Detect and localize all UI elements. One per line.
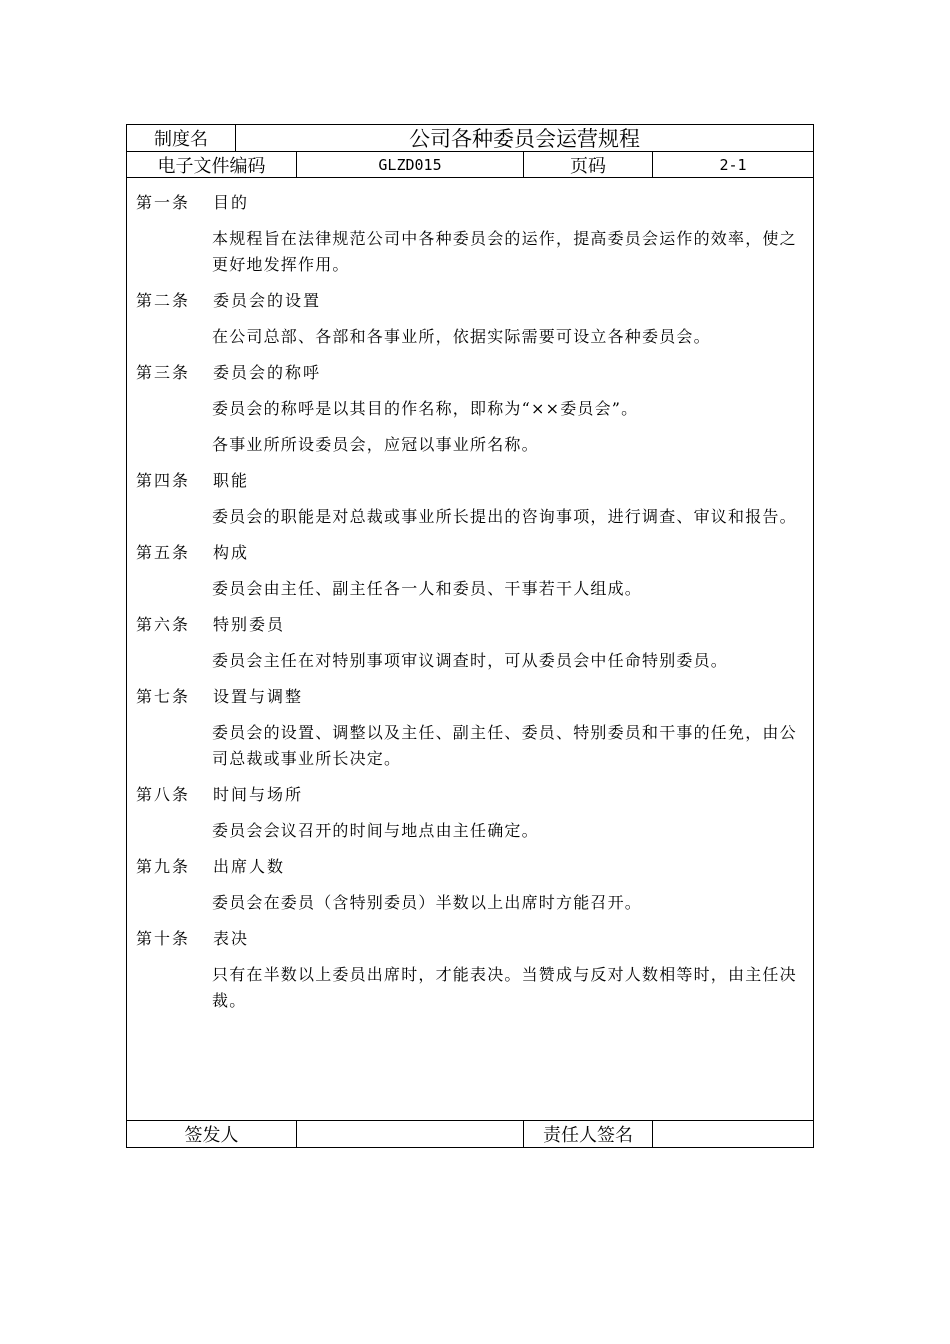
- article-paragraph: 本规程旨在法律规范公司中各种委员会的运作，提高委员会运作的效率，使之更好地发挥作用。: [212, 229, 797, 274]
- article-heading: [136, 288, 813, 314]
- article: [127, 288, 813, 360]
- article-heading: [136, 468, 813, 494]
- article: [127, 360, 813, 468]
- article-paragraph: 委员会在委员（含特别委员）半数以上出席时方能召开。: [212, 893, 643, 912]
- article-title: 特别委员: [213, 615, 286, 634]
- signature-row: [127, 1121, 813, 1147]
- article-title: 委员会的设置: [213, 291, 322, 310]
- issuer-field[interactable]: [297, 1121, 524, 1147]
- page-value: 2-1: [719, 155, 747, 174]
- article-number: 第三条: [136, 363, 191, 382]
- article-paragraph: 在公司总部、各部和各事业所，依据实际需要可设立各种委员会。: [212, 327, 711, 346]
- issuer-label: 签发人: [127, 1121, 297, 1147]
- article-number: 第一条: [136, 193, 191, 212]
- article-title: 职能: [213, 471, 250, 490]
- article-paragraph: 各事业所所设委员会，应冠以事业所名称。: [212, 435, 539, 454]
- article: [127, 782, 813, 854]
- article: [127, 612, 813, 684]
- article: [127, 540, 813, 612]
- article-title: 出席人数: [213, 857, 286, 876]
- article-paragraph: 委员会的职能是对总裁或事业所长提出的咨询事项，进行调查、审议和报告。: [212, 507, 797, 526]
- article-heading: [136, 926, 813, 952]
- article-title: 委员会的称呼: [213, 363, 322, 382]
- article-number: 第六条: [136, 615, 191, 634]
- article-number: 第八条: [136, 785, 191, 804]
- article-number: 第九条: [136, 857, 191, 876]
- article-number: 第七条: [136, 687, 191, 706]
- article-number: 第四条: [136, 471, 191, 490]
- code-value: GLZD015: [297, 152, 524, 177]
- article-title: 表决: [213, 929, 250, 948]
- article: [127, 854, 813, 926]
- article-title: 构成: [213, 543, 250, 562]
- article-number: 第十条: [136, 929, 191, 948]
- name-label: 制度名: [127, 125, 236, 151]
- page-label: 页码: [524, 152, 653, 177]
- article-title: 时间与场所: [213, 785, 304, 804]
- article: [127, 926, 813, 1024]
- title-row: [127, 125, 813, 152]
- code-label: 电子文件编码: [127, 152, 297, 177]
- article: [127, 468, 813, 540]
- article-title: 设置与调整: [213, 687, 304, 706]
- article-heading: [136, 540, 813, 566]
- article-paragraph: 委员会的设置、调整以及主任、副主任、委员、特别委员和干事的任免，由公司总裁或事业所长决定。: [212, 723, 797, 768]
- article-paragraph: 委员会由主任、副主任各一人和委员、干事若干人组成。: [212, 579, 643, 598]
- document-title: 公司各种委员会运营规程: [409, 127, 640, 151]
- article-title: 目的: [213, 193, 250, 212]
- article-heading: [136, 612, 813, 638]
- code-row: [127, 152, 813, 178]
- article-number: 第五条: [136, 543, 191, 562]
- responsible-signature-field[interactable]: [653, 1121, 813, 1147]
- article-paragraph: 委员会会议召开的时间与地点由主任确定。: [212, 821, 539, 840]
- article-heading: [136, 190, 813, 216]
- article: [127, 190, 813, 288]
- article-heading: [136, 684, 813, 710]
- regulation-document: [126, 124, 814, 1148]
- article-paragraph: 只有在半数以上委员出席时，才能表决。当赞成与反对人数相等时，由主任决裁。: [212, 965, 797, 1010]
- article-heading: [136, 782, 813, 808]
- article-number: 第二条: [136, 291, 191, 310]
- responsible-label: 责任人签名: [524, 1121, 653, 1147]
- article-paragraph: 委员会主任在对特别事项审议调查时，可从委员会中任命特别委员。: [212, 651, 729, 670]
- article-heading: [136, 854, 813, 880]
- document-body: [127, 178, 813, 1121]
- article-heading: [136, 360, 813, 386]
- article: [127, 684, 813, 782]
- article-paragraph: 委员会的称呼是以其目的作名称，即称为“××委员会”。: [212, 399, 639, 418]
